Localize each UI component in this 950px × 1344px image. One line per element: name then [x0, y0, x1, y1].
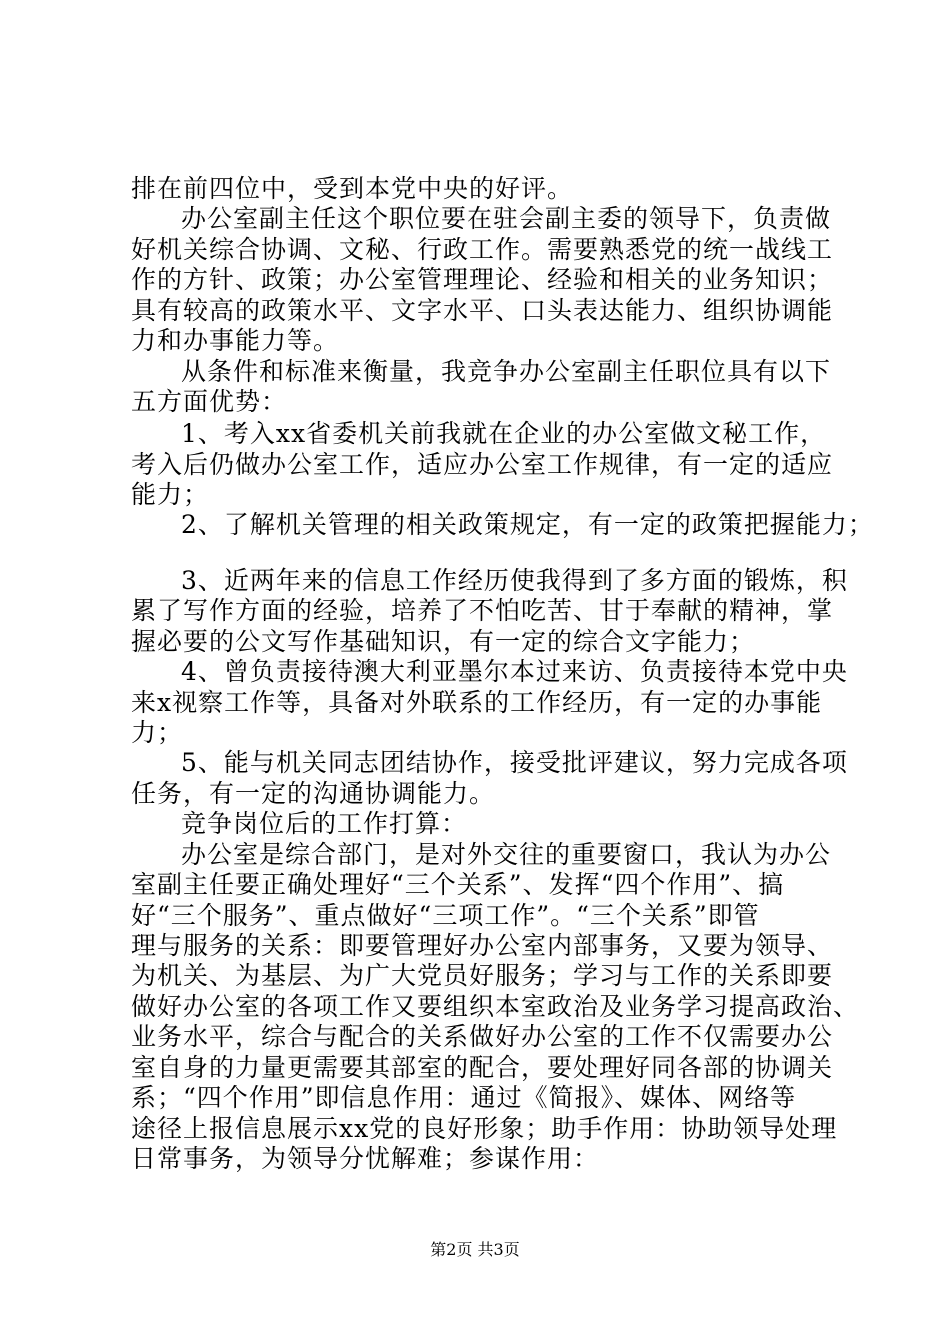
text-line: 1、考入xx省委机关前我就在企业的办公室做文秘工作，	[181, 419, 827, 448]
text-line: 作的方针、政策；办公室管理理论、经验和相关的业务知识；	[131, 265, 834, 294]
text-line: 累了写作方面的经验，培养了不怕吃苦、甘于奉献的精神，掌	[131, 596, 834, 625]
text-line: 4、曾负责接待澳大利亚墨尔本过来访、负责接待本党中央	[181, 657, 848, 686]
text-line: 理与服务的关系：即要管理好办公室内部事务，又要为领导、	[131, 931, 834, 960]
text-line: 力和办事能力等。	[131, 326, 340, 355]
text-line: 考入后仍做办公室工作，适应办公室工作规律，有一定的适应	[131, 450, 834, 479]
text-line: 来x视察工作等，具备对外联系的工作经历，有一定的办事能	[131, 688, 823, 717]
text-line: 3、近两年来的信息工作经历使我得到了多方面的锻炼，积	[181, 566, 848, 595]
text-line: 途径上报信息展示xx党的良好形象；助手作用：协助领导处理	[131, 1114, 838, 1143]
text-line: 竞争岗位后的工作打算：	[181, 809, 468, 838]
text-line: 握必要的公文写作基础知识，有一定的综合文字能力；	[131, 627, 756, 656]
text-line: 任务，有一定的沟通协调能力。	[131, 779, 496, 808]
text-line: 五方面优势：	[131, 387, 288, 416]
text-line: 为机关、为基层、为广大党员好服务；学习与工作的关系即要	[131, 961, 834, 990]
text-line: 好机关综合协调、文秘、行政工作。需要熟悉党的统一战线工	[131, 235, 834, 264]
text-line: 日常事务，为领导分忧解难；参谋作用：	[131, 1144, 600, 1173]
text-line: 好“三个服务”、重点做好“三项工作”。“三个关系”即管	[131, 901, 760, 930]
text-line: 系；“四个作用”即信息作用：通过《简报》、媒体、网络等	[131, 1083, 797, 1112]
text-line: 室自身的力量更需要其部室的配合，要处理好同各部的协调关	[131, 1053, 834, 1082]
text-line: 办公室副主任这个职位要在驻会副主委的领导下，负责做	[181, 204, 832, 233]
text-line: 做好办公室的各项工作又要组织本室政治及业务学习提高政治、	[131, 992, 860, 1021]
text-line: 办公室是综合部门，是对外交往的重要窗口，我认为办公	[181, 840, 832, 869]
text-line: 从条件和标准来衡量，我竞争办公室副主任职位具有以下	[181, 357, 832, 386]
text-line: 力；	[131, 718, 184, 747]
text-line: 排在前四位中，受到本党中央的好评。	[131, 174, 574, 203]
text-line: 2、了解机关管理的相关政策规定，有一定的政策把握能力；	[181, 510, 874, 539]
text-line: 业务水平，综合与配合的关系做好办公室的工作不仅需要办公	[131, 1022, 834, 1051]
page-footer: 第2页 共3页	[430, 1240, 520, 1259]
text-line: 5、能与机关同志团结协作，接受批评建议，努力完成各项	[181, 748, 848, 777]
text-line: 能力；	[131, 480, 210, 509]
text-line: 具有较高的政策水平、文字水平、口头表达能力、组织协调能	[131, 296, 834, 325]
text-line: 室副主任要正确处理好“三个关系”、发挥“四个作用”、搞	[131, 870, 785, 899]
